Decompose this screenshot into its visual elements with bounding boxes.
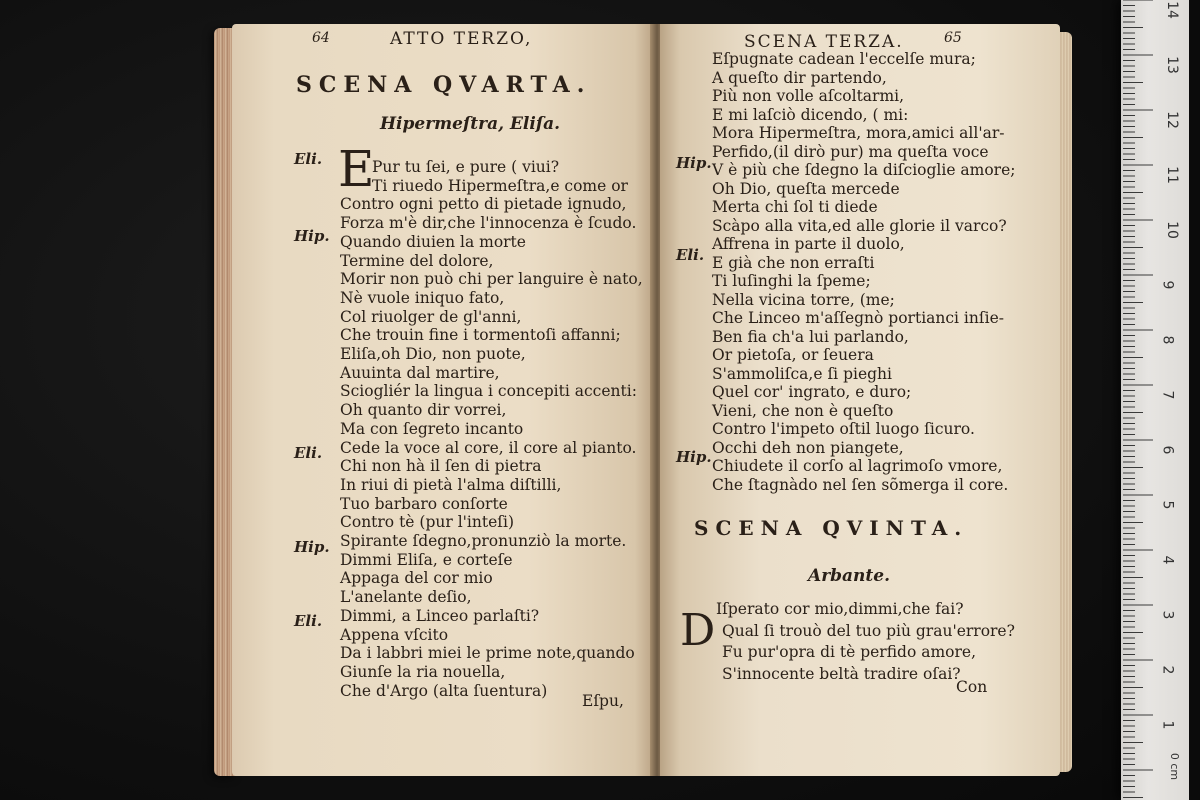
ruler-number: 6	[1159, 445, 1176, 455]
verse-line: Perfido,(il dirò pur) ma queſta voce	[712, 142, 989, 161]
left-catchword: Eſpu,	[582, 692, 624, 710]
ruler-number: 3	[1159, 610, 1176, 620]
ruler-number: 7	[1159, 390, 1176, 400]
verse-line: Contro ogni petto di pietade ignudo,	[340, 195, 627, 214]
open-book	[214, 18, 1072, 780]
verse-line: Scàpo alla vita,ed alle glorie il varco?	[712, 216, 1007, 235]
verse-line: Morir non può chi per languire è nato,	[340, 270, 643, 289]
ruler-number: 14	[1163, 1, 1180, 19]
verse-line: Ben fia ch'a lui parlando,	[712, 327, 909, 346]
speaker-label: Eli.	[676, 246, 705, 264]
verse-line: Col riuolger de gl'anni,	[340, 307, 522, 326]
verse-line: Auuinta dal martire,	[340, 363, 500, 382]
verse-line: Quando diuien la morte	[340, 232, 526, 251]
speaker-label: Eli.	[294, 612, 323, 630]
verse-line: Pur tu ſei, e pure ( viui?	[372, 158, 560, 176]
drop-cap-e: E	[338, 140, 375, 198]
verse-line: Nella vicina torre, (me;	[712, 290, 895, 309]
verse-line: Eliſa,oh Dio, non puote,	[340, 345, 526, 363]
right-persons: Arbante.	[808, 566, 890, 586]
verse-line: Vieni, che non è queſto	[712, 401, 894, 420]
right-catchword: Con	[956, 678, 988, 696]
verse-line: Giunſe la ria nouella,	[340, 662, 506, 681]
verse-line: E già che non erraſti	[712, 253, 875, 272]
verse-line: Qual ſi trouò del tuo più grau'errore?	[722, 621, 1015, 640]
verse-line: Che trouin fine i tormentoſi affanni;	[340, 326, 621, 345]
verse-line: Quel cor' ingrato, e duro;	[712, 383, 912, 401]
verse-line: Affrena in parte il duolo,	[712, 235, 905, 253]
verse-line: Chi non hà il ſen di pietra	[340, 457, 542, 476]
ruler-number: 4	[1159, 555, 1176, 565]
verse-line: Appaga del cor mio	[340, 569, 493, 588]
verse-line: Che ſtagnàdo nel ſen sõmerga il core.	[712, 475, 1009, 494]
right-page	[660, 24, 1060, 776]
verse-line: Che Linceo m'aſſegnò portianci inſie-	[712, 309, 1004, 327]
verse-line: Che d'Argo (alta ſuentura)	[340, 681, 548, 700]
verse-line: Forza m'è dir,che l'innocenza è ſcudo.	[340, 214, 637, 233]
verse-line: S'ammoliſca,e ſi pieghi	[712, 364, 892, 383]
left-running-head: ATTO TERZO,	[390, 29, 533, 49]
speaker-label: Hip.	[294, 227, 330, 245]
drop-cap-d: D	[680, 605, 716, 656]
verse-line: Ma con ſegreto incanto	[340, 419, 524, 438]
verse-line: S'innocente beltà tradire oſai?	[722, 664, 961, 683]
speaker-label: Eli.	[294, 444, 323, 462]
verse-line: Da i labbri miei le prime note,quando	[340, 644, 635, 663]
verse-line: Occhi deh non piangete,	[712, 438, 904, 457]
left-scene-title: SCENA QVARTA.	[296, 72, 592, 98]
verse-line: Fu pur'opra di tè perfido amore,	[722, 643, 977, 661]
speaker-label: Eli.	[294, 150, 323, 168]
verse-line: Ti riuedo Hipermeſtra,e come or	[372, 176, 628, 195]
speaker-label: Hip.	[294, 538, 330, 556]
ruler-number: 8	[1159, 335, 1176, 345]
verse-line: Più non volle aſcoltarmi,	[712, 87, 905, 105]
verse-line: Sciogliér la lingua i concepiti accenti:	[340, 382, 637, 401]
verse-line: Oh Dio, queſta mercede	[712, 179, 900, 198]
verse-line: Ti luſinghi la ſpeme;	[712, 272, 871, 290]
left-page	[232, 24, 656, 776]
right-running-head: SCENA TERZA.	[744, 32, 904, 52]
verse-line: Oh quanto dir vorrei,	[340, 401, 507, 420]
ruler-unit: 0 cm	[1168, 752, 1182, 781]
left-persons: Hipermeſtra, Eliſa.	[380, 114, 561, 134]
verse-line: Spirante ſdegno,pronunziò la morte.	[340, 532, 627, 550]
verse-line: Or pietoſa, or ſeuera	[712, 346, 874, 364]
right-scene-title: SCENA QVINTA.	[694, 516, 969, 540]
verse-line: L'anelante deſio,	[340, 588, 472, 607]
verse-line: Dimmi, a Linceo parlaſti?	[340, 606, 540, 625]
verse-line: V è più che ſdegno la diſcioglie amore;	[712, 161, 1016, 179]
verse-line: Cede la voce al core, il core al pianto.	[340, 438, 637, 457]
ruler-number: 2	[1159, 665, 1176, 675]
ruler-number: 1	[1159, 720, 1176, 730]
speaker-label: Hip.	[676, 448, 712, 466]
verse-line: Iſperato cor mio,dimmi,che fai?	[716, 600, 964, 618]
ruler-number: 10	[1163, 221, 1180, 239]
verse-line: Contro tè (pur l'inteſi)	[340, 513, 514, 532]
ruler-number: 5	[1159, 500, 1176, 510]
verse-line: E mi laſciò dicendo, ( mi:	[712, 105, 909, 124]
verse-line: Contro l'impeto oſtil luogo ſicuro.	[712, 420, 975, 438]
measuring-ruler	[1121, 0, 1189, 800]
ruler-number: 13	[1163, 56, 1180, 74]
verse-line: Dimmi Eliſa, e corteſe	[340, 550, 513, 569]
verse-line: In riui di pietà l'alma diſtilli,	[340, 475, 562, 494]
verse-line: Mora Hipermeſtra, mora,amici all'ar-	[712, 124, 1005, 142]
right-dark-band	[1189, 0, 1200, 800]
verse-line: Tuo barbaro conſorte	[340, 494, 508, 513]
page-edges-right	[1058, 32, 1072, 772]
right-page-number: 65	[944, 30, 962, 46]
left-page-number: 64	[312, 30, 330, 46]
verse-line: Termine del dolore,	[340, 251, 494, 270]
ruler-number: 11	[1163, 166, 1180, 184]
ruler-number: 9	[1159, 280, 1176, 290]
verse-line: Appena vſcito	[340, 625, 449, 644]
verse-line: A queſto dir partendo,	[712, 68, 887, 87]
verse-line: Eſpugnate cadean l'eccelſe mura;	[712, 50, 976, 68]
verse-line: Chiudete il corſo al lagrimoſo vmore,	[712, 457, 1003, 475]
verse-line: Merta chi ſol ti diede	[712, 198, 878, 216]
verse-line: Nè vuole iniquo fato,	[340, 288, 505, 307]
speaker-label: Hip.	[676, 154, 712, 172]
ruler-number: 12	[1163, 111, 1180, 129]
